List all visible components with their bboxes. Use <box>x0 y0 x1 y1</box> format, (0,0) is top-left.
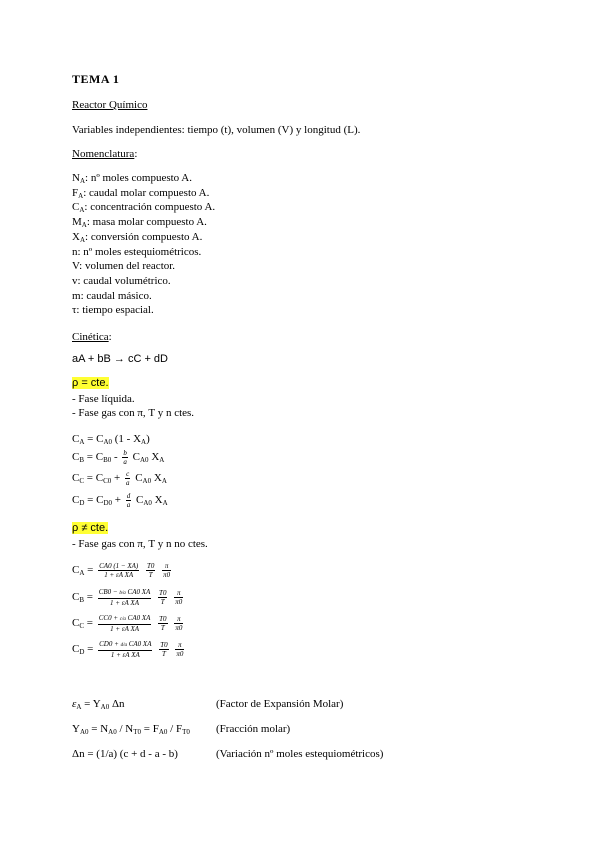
page-title: TEMA 1 <box>72 72 120 86</box>
nomenclature-description: : volumen del reactor. <box>79 260 176 273</box>
nomenclature-description: : nº moles compuesto A. <box>85 172 193 184</box>
eq-ca-cte: $C_A = C_{A0}$ $(1 - X_A)$ <box>72 433 150 446</box>
nomenclature-description: : caudal molar compuesto A. <box>83 186 210 199</box>
eq-cb-noncte: $C_B$ = $\frac{\text{CB0 − b/a CA0 XA}}{\text{1 + εA XA}}$ $\frac{T0}{T}$ $\frac{\pi}{\pi 0}$ <box>72 588 183 607</box>
nomenclature-symbol: N <box>72 172 80 184</box>
nomenclatura-heading: Nomenclatura: <box>72 148 138 160</box>
eq-ca-noncte: $C_A$ = $\frac{CA0 (1 - XA)}{\text{1 + εA XA}}$ $\frac{T0}{T}$ $\frac{\pi}{\pi 0}$ <box>72 562 171 579</box>
nomenclature-description: : nº moles estequiométricos. <box>77 245 202 258</box>
nomenclature-subscript: A <box>79 235 86 244</box>
nomenclature-item <box>72 186 209 200</box>
nomenclature-subscript: A <box>81 221 87 230</box>
rho-cte-note-2: - Fase gas con π, T y n ctes. <box>72 407 195 419</box>
nomenclature-item <box>72 289 152 303</box>
nomenclature-item <box>72 274 171 288</box>
reactor-heading: Reactor Químico <box>72 99 148 111</box>
def-epsilon-desc: (Factor de Expansión Molar) <box>216 698 344 710</box>
reactor-variables: Variables independientes: tiempo (t), volumen (V) y longitud (L). <box>72 124 361 136</box>
def-epsilon: $\varepsilon_A = Y_{A0}$ Δn <box>72 698 125 711</box>
rho-cte-note-1: - Fase líquida. <box>72 393 135 405</box>
nomenclature-symbol: M <box>72 216 82 229</box>
nomenclature-description: : concentración compuesto A. <box>84 201 216 214</box>
nomenclature-description: : conversión compuesto A. <box>85 230 203 243</box>
nomenclature-description: : caudal másico. <box>80 289 152 302</box>
nomenclature-subscript: A <box>78 191 84 200</box>
eq-cd-noncte: $C_D$ = $\frac{\text{CD0 + d/a CA0 XA}}{\text{1 + εA XA}}$ $\frac{T0}{T}$ $\frac{\pi}{\pi 0}$ <box>72 640 184 659</box>
nomenclature-item <box>72 259 175 273</box>
nomenclature-symbol: m <box>72 289 81 302</box>
eq-cd-cte: $C_D = C_{D0}$ + $\frac{d}{a}$ $C_{A0}$ $X_A$ <box>72 492 168 509</box>
nomenclature-symbol: n <box>72 245 78 258</box>
rho-cte-label: ρ = cte. <box>72 377 109 389</box>
rho-noncte-note-1: - Fase gas con π, T y n no ctes. <box>72 538 208 550</box>
eq-cc-cte: $C_C = C_{C0}$ + $\frac{c}{a}$ $C_{A0}$ $X_A$ <box>72 470 167 487</box>
nomenclature-item <box>72 303 154 317</box>
nomenclature-description: : caudal volumétrico. <box>77 274 171 287</box>
nomenclature-description: : masa molar compuesto A. <box>86 216 207 229</box>
reaction-equation: aA + bB → cC + dD <box>72 353 168 365</box>
def-delta-n: Δn = (1/a) (c + d - a - b) <box>72 748 178 760</box>
nomenclature-symbol: V <box>72 260 80 273</box>
def-molar-fraction: $Y_{A0} = N_{A0} / N_{T0} = F_{A0} / F_{T0}$ <box>72 723 190 736</box>
nomenclature-item <box>72 230 202 244</box>
nomenclature-item <box>72 200 215 214</box>
rho-noncte-label: ρ ≠ cte. <box>72 522 109 534</box>
nomenclature-item <box>72 171 192 185</box>
nomenclature-symbol: C <box>72 201 80 214</box>
nomenclature-subscript: A <box>79 206 85 215</box>
eq-cc-noncte: $C_C$ = $\frac{\text{CC0 + c/a CA0 XA}}{\text{1 + εA XA}}$ $\frac{T0}{T}$ $\frac{\pi}{\pi 0}$ <box>72 614 183 633</box>
nomenclature-symbol: X <box>72 230 80 243</box>
def-molar-fraction-desc: (Fracción molar) <box>216 723 291 735</box>
nomenclature-symbol: v <box>72 274 78 287</box>
nomenclature-subscript: A <box>79 177 86 185</box>
nomenclature-item <box>72 215 207 229</box>
nomenclature-description: : tiempo espacial. <box>76 304 154 317</box>
nomenclature-symbol: τ <box>72 304 77 317</box>
cinetica-heading: Cinética: <box>72 331 112 343</box>
nomenclature-symbol: F <box>72 186 79 199</box>
nomenclature-item <box>72 245 201 259</box>
def-delta-n-desc: (Variación nº moles estequiométricos) <box>216 748 384 760</box>
eq-cb-cte: $C_B = C_{B0}$ - $\frac{b}{a}$ $C_{A0}$ $X_A$ <box>72 449 165 466</box>
